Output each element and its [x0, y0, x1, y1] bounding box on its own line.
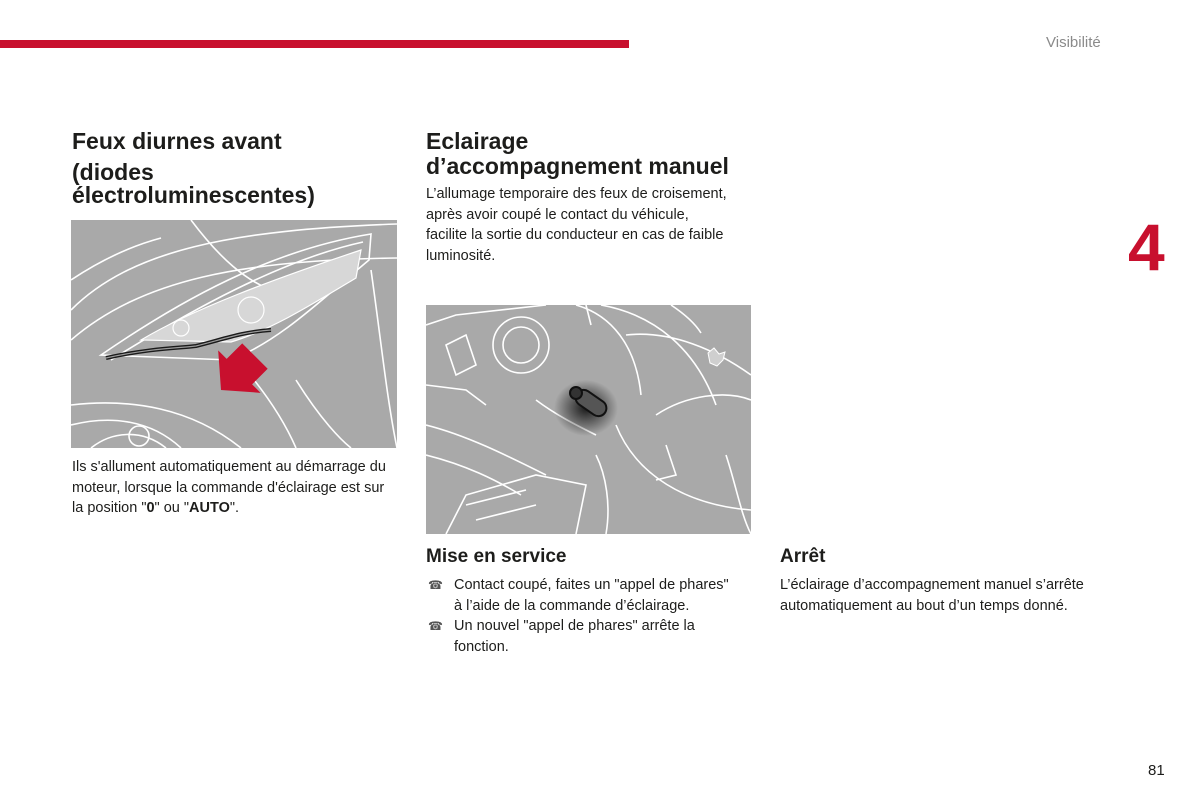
bullet-marker: ☎	[428, 619, 443, 633]
mise-item1-line1: Contact coupé, faites un "appel de phares"	[454, 577, 729, 593]
arret-heading: Arrêt	[780, 546, 826, 567]
mise-en-service-list	[426, 575, 756, 657]
chapter-number: 4	[1128, 210, 1165, 284]
left-title-line1: Feux diurnes avant	[72, 128, 282, 154]
headlamp-illustration	[71, 220, 397, 448]
list-item	[426, 575, 756, 616]
arret-line1: L’éclairage d’accompagnement manuel s’arrête	[780, 577, 1084, 593]
mise-en-service-heading: Mise en service	[426, 546, 567, 567]
mid-title-line1: Eclairage	[426, 128, 529, 154]
header-accent-bar	[0, 40, 629, 48]
list-item	[426, 616, 756, 657]
arret-line2: automatiquement au bout d’un temps donné.	[780, 597, 1068, 614]
mid-title-line2: d’accompagnement manuel	[426, 153, 729, 179]
left-title-line2: (diodes	[72, 159, 154, 185]
page-number: 81	[1148, 762, 1165, 779]
mid-intro-line4: luminosité.	[426, 247, 496, 264]
mid-intro-line1: L’allumage temporaire des feux de croisement,	[426, 186, 727, 202]
arret-paragraph	[780, 575, 1120, 616]
left-title-line3: électroluminescentes)	[72, 182, 315, 208]
left-paragraph: Ils s'allument automatiquement au démarrage du moteur, lorsque la commande d'éclairage est sur la position "0" ou "AUTO".	[72, 459, 386, 516]
mid-intro-line2: après avoir coupé le contact du véhicule,	[426, 206, 689, 223]
section-title: Visibilité	[1046, 34, 1101, 51]
dashboard-lighting-stalk-illustration	[426, 305, 751, 534]
mid-intro-line3: facilite la sortie du conducteur en cas de faible	[426, 227, 724, 243]
bullet-marker: ☎	[428, 578, 443, 592]
mise-item2-line2: fonction.	[454, 638, 509, 655]
mid-intro-paragraph	[426, 184, 756, 266]
mise-item1-line2: à l’aide de la commande d’éclairage.	[454, 597, 690, 614]
mise-item2-line1: Un nouvel "appel de phares" arrête la	[454, 618, 695, 634]
